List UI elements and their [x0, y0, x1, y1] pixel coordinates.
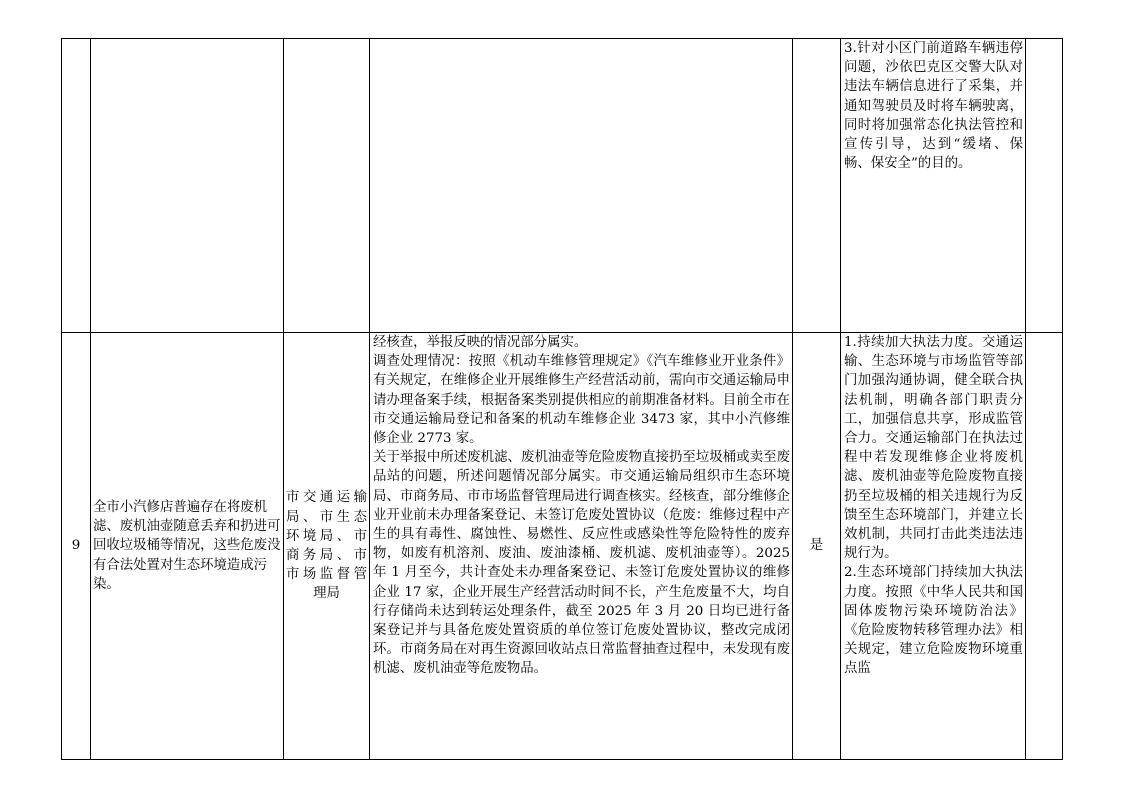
issue-cell: 全市小汽修店普遍存在将废机滤、废机油壶随意丢弃和扔进可回收垃圾桶等情况，这些危废没有合法处置对生态环境造成污染。 — [91, 333, 284, 760]
findings-cell — [370, 39, 793, 333]
findings-cell — [370, 333, 793, 760]
finding-paragraph: 关于举报中所述废机滤、废机油壶等危险废物直接扔至垃圾桶或卖至废品站的问题，所述问题情况部分属实。市交通运输局组织市生态环境局、市商务局、市市场监督管理局进行调查核实。经核查，部分维修企业开业前未办理备案登记、未签订危废处置协议（危废：维修过程中产生的具有毒性、腐蚀性、易燃性、反应性或感染性等危险特性的废弃物，如废有机溶剂、废油、废油漆桶、废机滤、废机油壶等）。2025 年 1 月至今，共计查处未办理备案登记、未签订危废处置协议的维修企业 17 家，企业开展生产经营活动时间不长，产生危废量不大，均自行存储尚未达到转运处理条件，截至 2025 年 3 月 20 日均已进行备案登记并与具备危废处置资质的单位签订危废处置协议，整改完成闭环。市商务局在对再生资源回收站点日常监督抽查过程中，未发现有废机滤、废机油壶等危废物品。 — [373, 450, 790, 677]
measure-paragraph: 3.针对小区门前道路车辆违停问题，沙依巴克区交警大队对违法车辆信息进行了采集，并通知驾驶员及时将车辆驶离，同时将加强常态化执法管控和宣传引导，达到“缓堵、保畅、保安全”的目的。 — [844, 41, 1023, 172]
department-line: 环境局、市 — [286, 528, 367, 544]
table-row — [62, 39, 1063, 333]
measures-cell — [841, 333, 1026, 760]
department-line: 理局 — [313, 586, 340, 602]
last-cell — [1026, 39, 1063, 333]
row-number: 9 — [62, 333, 91, 760]
measure-paragraph: 1.持续加大执法力度。交通运输、生态环境与市场监管等部门加强沟通协调，健全联合执法机制，明确各部门职责分工，加强信息共享，形成监管合力。交通运输部门在执法过程中若发现维修企业将废机滤、废机油壶等危险废物直接扔至垃圾桶的相关违规行为反馈至生态环境部门，并建立长效机制，共同打击此类违法违规行为。 — [844, 335, 1023, 562]
measures-cell — [841, 39, 1026, 333]
department-line: 商务局、市 — [286, 548, 367, 563]
department-line: 局、市生态 — [286, 509, 367, 525]
department-line: 市场监督管 — [286, 567, 367, 583]
is-true-cell: 是 — [793, 333, 841, 760]
department-cell — [284, 39, 370, 333]
table-row — [62, 333, 1063, 760]
last-cell — [1026, 333, 1063, 760]
finding-paragraph: 经核查，举报反映的情况部分属实。 — [373, 335, 588, 350]
finding-paragraph: 调查处理情况：按照《机动车维修管理规定》《汽车维修业开业条件》有关规定，在维修企业开展维修生产经营活动前，需向市交通运输局申请办理备案手续，根据备案类别提供相应的前期准备材料。目前全市在市交通运输局登记和备案的机动车维修企业 3473 家，其中小汽修维修企业 2773 家。 — [373, 354, 790, 447]
department-cell — [284, 333, 370, 760]
document-table — [61, 38, 1063, 760]
row-number — [62, 39, 91, 333]
is-true-cell — [793, 39, 841, 333]
measure-paragraph: 2.生态环境部门持续加大执法力度。按照《中华人民共和国固体废物污染环境防治法》《危险废物转移管理办法》相关规定，建立危险废物环境重点监 — [844, 565, 1023, 677]
department-line: 市交通运输 — [286, 490, 367, 506]
issue-cell — [91, 39, 284, 333]
